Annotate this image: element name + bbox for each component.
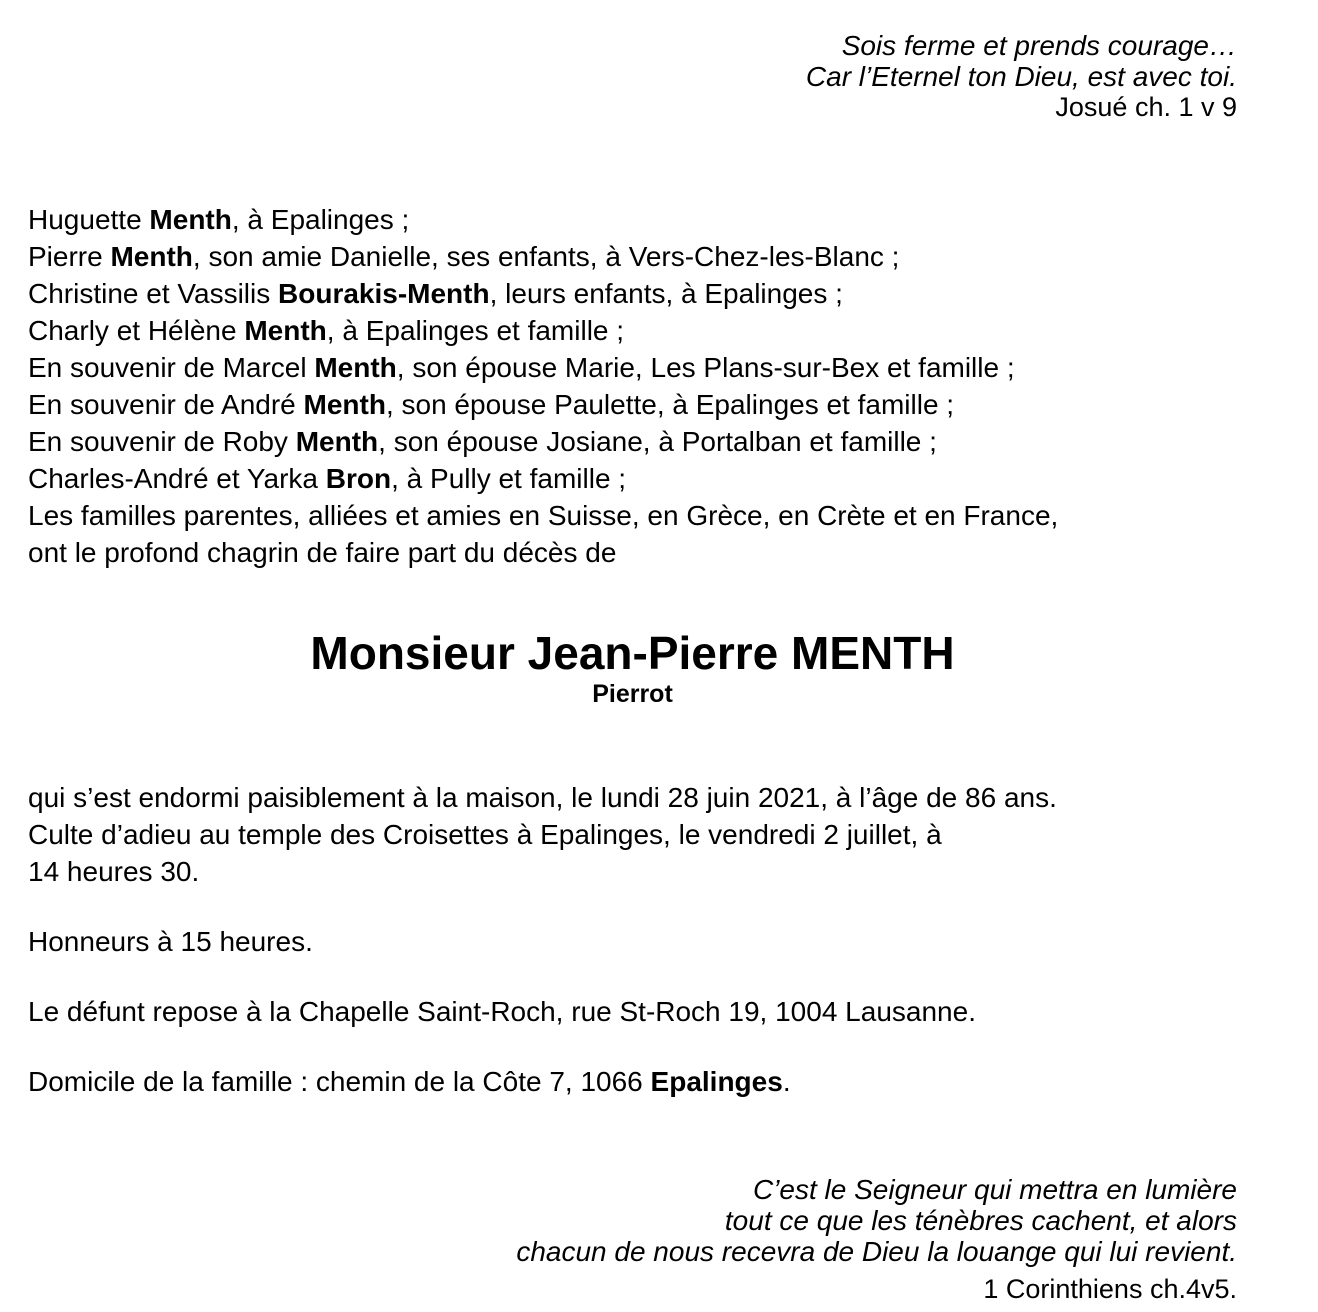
family-line-pre: ont le profond chagrin de faire part du décès de <box>28 537 617 568</box>
family-line-pre: Christine et Vassilis <box>28 278 279 309</box>
domicile-pre: Domicile de la famille : chemin de la Côte 7, 1066 <box>28 1066 651 1097</box>
death-line: Culte d’adieu au temple des Croisettes à Epalinges, le vendredi 2 juillet, à <box>28 819 942 850</box>
family-line <box>28 275 1237 312</box>
domicile-line <box>28 1063 1237 1100</box>
ceremony-details <box>28 779 1237 1100</box>
family-list <box>28 201 1237 571</box>
family-line <box>28 312 1237 349</box>
family-line <box>28 349 1237 386</box>
domicile-town-bold: Epalinges <box>650 1066 783 1097</box>
family-name-bold: Bron <box>325 463 392 494</box>
family-name-bold: Menth <box>295 426 379 457</box>
top-scripture-quote <box>28 30 1237 123</box>
family-name-bold: Menth <box>303 389 386 420</box>
deceased-nickname: Pierrot <box>592 680 673 708</box>
family-line-post: , son épouse Paulette, à Epalinges et famille ; <box>385 389 955 420</box>
repose-line: Le défunt repose à la Chapelle Saint-Roch, rue St-Roch 19, 1004 Lausanne. <box>28 996 976 1027</box>
family-name-bold: Menth <box>149 204 232 235</box>
family-line-pre: En souvenir de Marcel <box>28 352 315 383</box>
deceased-name-title: Monsieur Jean-Pierre MENTH <box>310 627 955 679</box>
honors-line: Honneurs à 15 heures. <box>28 926 313 957</box>
domicile-post: . <box>782 1066 791 1097</box>
family-name-bold: Menth <box>244 315 327 346</box>
family-line-pre: Charly et Hélène <box>28 315 245 346</box>
family-line <box>28 460 1237 497</box>
repose-paragraph <box>28 993 1237 1030</box>
family-line-pre: En souvenir de Roby <box>28 426 296 457</box>
family-line-post: , à Epalinges et famille ; <box>326 315 625 346</box>
top-quote-line: Car l’Eternel ton Dieu, est avec toi. <box>805 61 1237 92</box>
top-quote-reference: Josué ch. 1 v 9 <box>1055 92 1237 122</box>
family-line <box>28 497 1237 534</box>
honors-paragraph <box>28 923 1237 960</box>
family-name-bold: Bourakis-Menth <box>278 278 490 309</box>
top-quote-line: Sois ferme et prends courage… <box>841 30 1237 61</box>
family-line <box>28 238 1237 275</box>
bottom-quote-line: C’est le Seigneur qui mettra en lumière <box>752 1174 1237 1205</box>
family-line <box>28 423 1237 460</box>
family-line-pre: Charles-André et Yarka <box>28 463 326 494</box>
family-name-bold: Menth <box>110 241 193 272</box>
family-line-post: , leurs enfants, à Epalinges ; <box>489 278 843 309</box>
bottom-quote-reference: 1 Corinthiens ch.4v5. <box>983 1274 1237 1304</box>
family-line-post: , son épouse Josiane, à Portalban et famille ; <box>378 426 937 457</box>
family-line-post: , son amie Danielle, ses enfants, à Vers-Chez-les-Blanc ; <box>192 241 900 272</box>
announcement-title-block <box>28 627 1237 709</box>
family-line-post: , à Pully et famille ; <box>391 463 627 494</box>
family-line-pre: Huguette <box>28 204 150 235</box>
family-name-bold: Menth <box>314 352 397 383</box>
family-line <box>28 201 1237 238</box>
family-line-pre: Les familles parentes, alliées et amies en Suisse, en Grèce, en Crète et en France, <box>28 500 1059 531</box>
family-line-pre: En souvenir de André <box>28 389 304 420</box>
death-line: 14 heures 30. <box>28 856 200 887</box>
family-line <box>28 534 1237 571</box>
domicile-paragraph <box>28 1063 1237 1100</box>
bottom-quote-line: chacun de nous recevra de Dieu la louange qui lui revient. <box>516 1236 1237 1267</box>
family-line-pre: Pierre <box>28 241 111 272</box>
family-line <box>28 386 1237 423</box>
death-line: qui s’est endormi paisiblement à la maison, le lundi 28 juin 2021, à l’âge de 86 ans. <box>28 782 1057 813</box>
family-line-post: , à Epalinges ; <box>231 204 410 235</box>
bottom-quote-line: tout ce que les ténèbres cachent, et alors <box>724 1205 1237 1236</box>
death-announcement-paragraph <box>28 779 1237 890</box>
family-line-post: , son épouse Marie, Les Plans-sur-Bex et famille ; <box>396 352 1015 383</box>
bottom-scripture-quote <box>28 1174 1237 1305</box>
